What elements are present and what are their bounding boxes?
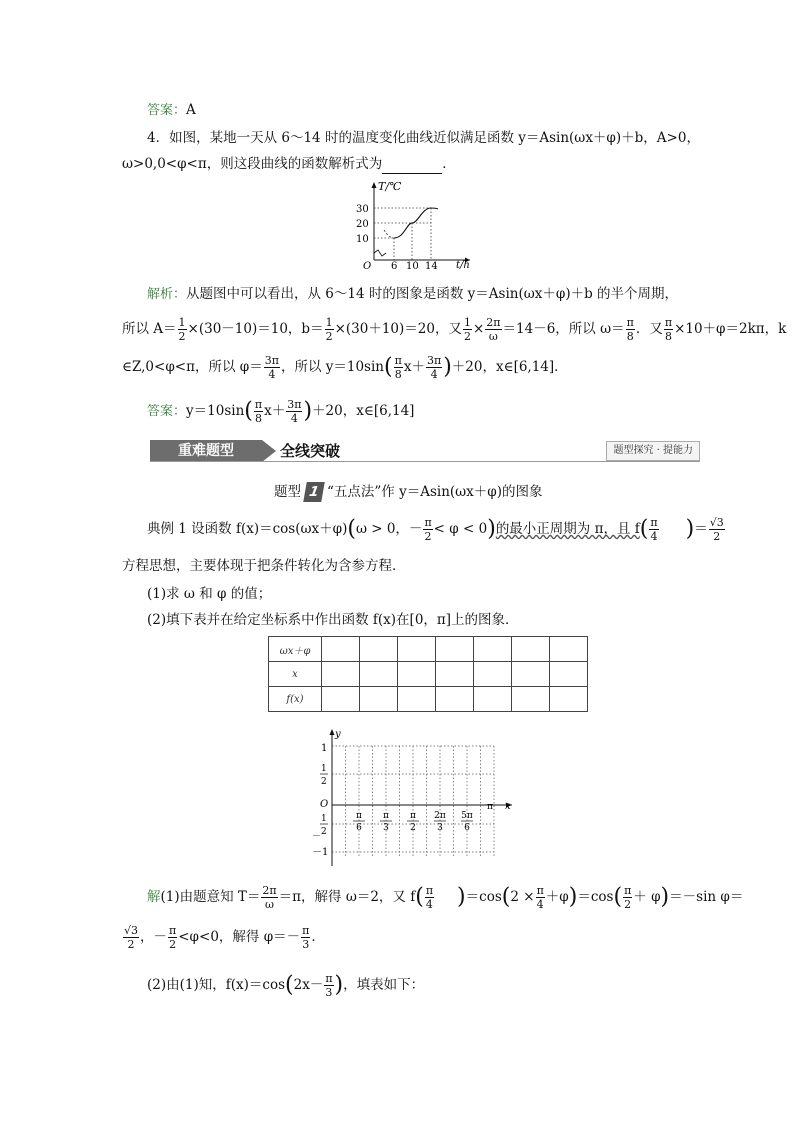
fraction-denominator: 2 <box>169 938 177 951</box>
sol1-text-i: ，－ <box>140 929 168 945</box>
sol1-text-c: ＝cos <box>465 889 502 905</box>
table-cell[interactable] <box>550 637 588 662</box>
question-4-end: ． <box>442 156 456 172</box>
fraction-numerator: 3π <box>426 354 442 367</box>
x-tick-label <box>487 802 493 812</box>
fraction-denominator: ω <box>488 330 498 343</box>
x-tick-10: 10 <box>406 261 419 270</box>
t-axis-label: t/h <box>456 260 470 270</box>
table-row <box>269 687 588 712</box>
fraction-denominator: 2 <box>424 530 432 543</box>
fraction-denominator: ω <box>265 898 275 911</box>
fraction-numerator: 3π <box>264 354 279 367</box>
sol4-text-j: x＋ <box>403 359 425 375</box>
fraction-denominator: 2 <box>624 898 632 911</box>
fraction-numerator: π <box>626 316 634 329</box>
table-cell[interactable] <box>474 662 512 687</box>
sol1-text-j: <φ<0，解得 φ＝－ <box>178 929 301 945</box>
banner-divider <box>150 461 700 462</box>
example-1-text-a: 典例 1 设函数 f(x)＝cos(ωx＋φ) <box>147 521 348 537</box>
y-tick-neg-1: －1 <box>312 847 329 858</box>
coordinate-grid <box>300 726 520 871</box>
fraction-pi-8 <box>394 354 403 381</box>
origin-label: O <box>320 799 329 810</box>
example-1-line-1: 典例 1 设函数 f(x)＝cos(ωx＋φ)(ω > 0，－ $\frac{\pi}{2}$ < φ < 0)的最小正周期为 π，且 f( $\frac{\pi}{4}$ )＝ $\frac{√3}{2}$ <box>147 516 724 543</box>
question-4-text: ω>0,0<φ<π，则这段曲线的函数解析式为 <box>122 156 383 172</box>
svg-text:5π: 5π <box>461 811 473 821</box>
fraction-numerator: π <box>624 884 632 897</box>
solution-4-line-1 <box>147 284 678 305</box>
origin-label: O <box>363 261 372 270</box>
fraction-numerator: √3 <box>124 924 139 937</box>
table-cell[interactable] <box>550 662 588 687</box>
banner-arrow <box>262 440 276 462</box>
fraction-numerator: π <box>169 924 177 937</box>
svg-text:π: π <box>356 811 362 821</box>
table-cell[interactable] <box>322 687 360 712</box>
fraction-numerator: 1 <box>178 316 186 329</box>
y-tick-half <box>320 764 328 787</box>
y-tick-30: 30 <box>356 204 369 215</box>
sol1-text-k: ． <box>311 929 325 945</box>
fraction-denominator: 8 <box>394 368 402 381</box>
fraction-pi-2 <box>623 884 632 911</box>
fraction-2pi-omega <box>485 316 501 343</box>
fraction-pi-4 <box>649 516 658 543</box>
x-tick-label <box>434 811 446 833</box>
svg-text:6: 6 <box>464 823 470 833</box>
fraction-3pi-4 <box>286 398 302 425</box>
fraction-denominator: 2 <box>178 330 186 343</box>
answer-4-text-c: ＋20，x∈[6,14] <box>312 403 415 419</box>
y-tick-1: 1 <box>321 743 328 754</box>
table-cell[interactable] <box>398 662 436 687</box>
question-4-line-2 <box>122 154 456 174</box>
answer-4-text-a: y＝10sin <box>186 403 245 419</box>
fraction-pi-8 <box>626 316 635 343</box>
svg-text:6: 6 <box>356 823 362 833</box>
fraction-numerator: 3π <box>287 398 302 411</box>
answer-prev <box>147 100 196 121</box>
example-1-text-e: ＝ <box>694 521 708 537</box>
solution-4-line-2 <box>122 314 786 344</box>
x-tick-label <box>353 811 365 833</box>
temperature-graph <box>352 178 472 270</box>
sol4-text-b: ×(30－10)＝10，b＝ <box>187 321 324 337</box>
fraction-numerator: π <box>425 884 434 897</box>
table-row <box>269 662 588 687</box>
fraction-denominator: 3 <box>302 938 310 951</box>
table-cell[interactable] <box>474 637 512 662</box>
type-number-badge: 1 <box>303 482 325 502</box>
svg-text:π: π <box>410 811 416 821</box>
sol1-text-n: ，填表如下： <box>343 977 425 993</box>
fraction-pi-3 <box>324 972 333 999</box>
solution-label: 解析： <box>147 287 187 302</box>
fraction-denominator: 8 <box>626 330 634 343</box>
solution-1-line-1: 解(1)由题意知 T＝ $\frac{2\pi}{\omega}$ ＝π，解得 ω＝2，又 f( $\frac{\pi}{4}$ )＝cos(2 × $\frac{\pi}{4}$ ＋φ)＝cos( $\frac{\pi}{2}$ ＋ φ)＝－sin φ＝ <box>147 884 744 911</box>
svg-text:－: － <box>312 832 322 842</box>
fraction-denominator: 4 <box>425 898 433 911</box>
sol4-text-a: 所以 A＝ <box>122 321 177 337</box>
fraction-numerator: 1 <box>325 316 333 329</box>
question-4-line-1: 4．如图，某地一天从 6～14 时的温度变化曲线近似满足函数 y＝Asin(ωx＋φ)＋b，A>0， <box>147 130 700 146</box>
y-axis-label: y <box>335 729 341 740</box>
answer-4: 答案：y＝10sin( $\frac{\pi}{8}$ x＋ $\frac{3\pi}{4}$ )＋20，x∈[6,14] <box>147 398 415 425</box>
x-tick-label <box>380 811 392 833</box>
fraction-pi-8 <box>664 316 673 343</box>
solution-4-text-1: 从题图中可以看出，从 6～14 时的图象是函数 y＝Asin(ωx＋φ)＋b 的半个周期， <box>186 286 679 302</box>
sol4-text-c: ×(30＋10)＝20，又 <box>334 321 462 337</box>
table-cell[interactable] <box>436 637 474 662</box>
table-cell[interactable] <box>360 662 398 687</box>
row-header: ωx＋φ <box>269 637 322 662</box>
svg-text:π: π <box>487 802 493 812</box>
x-tick-label <box>407 811 419 833</box>
table-cell[interactable] <box>436 687 474 712</box>
fraction-numerator: π <box>424 516 432 529</box>
fraction-denominator: 4 <box>290 412 298 425</box>
x-axis-label: x <box>505 801 511 812</box>
fraction-numerator: π <box>394 354 402 367</box>
table-cell[interactable] <box>512 637 550 662</box>
y-tick-20: 20 <box>356 219 369 230</box>
answer-label: 答案： <box>147 404 187 419</box>
table-row <box>269 637 588 662</box>
table-cell[interactable] <box>512 662 550 687</box>
fraction-pi-8 <box>254 398 263 425</box>
fraction-sqrt3-2 <box>709 516 725 543</box>
sol1-text-a: (1)由题意知 T＝ <box>160 889 261 905</box>
example-1-line-2: 方程思想，主要体现于把条件转化为含参方程． <box>122 558 406 574</box>
type-title: “五点法”作 y＝Asin(ωx＋φ)的图象 <box>327 484 543 500</box>
table-cell[interactable] <box>512 687 550 712</box>
example-1-question-1: (1)求 ω 和 φ 的值； <box>147 586 272 602</box>
fraction-half <box>325 316 334 343</box>
fraction-denominator: 2 <box>713 530 721 543</box>
answer-value: A <box>186 102 196 118</box>
fraction-denominator: 4 <box>268 368 276 381</box>
fraction-2pi-omega <box>261 884 277 911</box>
answer-label: 答案： <box>147 103 187 118</box>
x-tick-6: 6 <box>391 261 398 270</box>
fraction-denominator: 3 <box>325 986 333 999</box>
fraction-pi-3 <box>301 924 310 951</box>
table-cell[interactable] <box>360 687 398 712</box>
answer-blank <box>382 159 442 174</box>
x-tick-label <box>461 811 473 833</box>
table-cell[interactable] <box>436 662 474 687</box>
fraction-numerator: π <box>536 884 544 897</box>
fraction-denominator: 4 <box>536 898 544 911</box>
fraction-numerator: π <box>325 972 333 985</box>
y-tick-neg-half <box>312 814 328 842</box>
section-banner <box>150 440 700 462</box>
fill-in-table <box>268 636 588 712</box>
table-cell[interactable] <box>550 687 588 712</box>
solution-1-line-3: (2)由(1)知，f(x)＝cos(2x－ $\frac{\pi}{3}$ )，填表如下： <box>147 972 425 999</box>
sol1-text-f: ＝cos <box>577 889 614 905</box>
svg-text:π: π <box>383 811 389 821</box>
sol1-text-l: (2)由(1)知，f(x)＝cos <box>147 977 286 993</box>
sol4-text-h: ∈Z,0<φ<π，所以 φ＝ <box>122 359 263 375</box>
fraction-numerator: 2π <box>262 884 277 897</box>
solution-4-line-3: ∈Z,0<φ<π，所以 φ＝ $\frac{3\pi}{4}$ ，所以 y＝10sin( $\frac{\pi}{8}$ x＋ $\frac{3\pi}{4}$ )＋20，x∈[6,14]． <box>122 354 568 381</box>
answer-4-text-b: x＋ <box>264 403 286 419</box>
sol4-text-f: ．又 <box>635 321 663 337</box>
fraction-pi-4 <box>425 884 434 911</box>
fraction-denominator: 4 <box>650 530 658 543</box>
sol4-text-i: ，所以 y＝10sin <box>280 359 384 375</box>
example-1-text-d: 的最小正周期为 π，且 f <box>495 521 640 537</box>
solution-label: 解 <box>147 889 161 905</box>
example-1-question-2: (2)填下表并在给定坐标系中作出函数 f(x)在[0，π]上的图象． <box>147 612 519 628</box>
sol4-text-e: ＝14－6，所以 ω＝ <box>502 321 625 337</box>
fraction-numerator: 2π <box>486 316 501 329</box>
x-tick-14: 14 <box>425 261 438 270</box>
fraction-denominator: 8 <box>254 412 262 425</box>
svg-text:2π: 2π <box>434 811 446 821</box>
sol1-text-b: ＝π，解得 ω＝2，又 f <box>278 889 416 905</box>
fraction-numerator: π <box>254 398 263 411</box>
example-1-text-b: ω > 0，－ <box>355 521 423 537</box>
sol1-text-e: ＋φ <box>545 889 569 905</box>
fraction-3pi-4 <box>426 354 442 381</box>
sol4-text-k: ＋20，x∈[6,14]． <box>451 359 568 375</box>
svg-text:3: 3 <box>383 823 389 833</box>
fraction-pi-2 <box>168 924 177 951</box>
banner-left-title: 重难题型 <box>150 440 262 462</box>
table-cell[interactable] <box>398 687 436 712</box>
example-1-text-c: < φ < 0 <box>433 521 488 537</box>
banner-mid-title: 全线突破 <box>280 442 341 460</box>
svg-text:2: 2 <box>410 823 416 833</box>
sol1-text-m: 2x－ <box>293 977 324 993</box>
fraction-sqrt3-2 <box>123 924 139 951</box>
fraction-half <box>178 316 187 343</box>
fraction-numerator: π <box>664 316 673 329</box>
svg-text:1: 1 <box>321 814 327 824</box>
svg-text:1: 1 <box>321 764 327 774</box>
sol1-text-h: ＝－sin φ＝ <box>669 889 744 905</box>
type-heading <box>274 482 543 502</box>
sol4-text-d: × <box>472 321 485 337</box>
fraction-denominator: 4 <box>430 368 438 381</box>
table-cell[interactable] <box>360 637 398 662</box>
fraction-pi-4 <box>536 884 545 911</box>
fraction-numerator: π <box>650 516 658 529</box>
table-cell[interactable] <box>322 662 360 687</box>
svg-text:2: 2 <box>321 827 327 837</box>
fraction-denominator: 2 <box>463 330 471 343</box>
table-cell[interactable] <box>474 687 512 712</box>
y-tick-10: 10 <box>356 234 369 245</box>
banner-right-tag: 题型探究 · 提能力 <box>606 441 700 461</box>
fraction-pi-2 <box>423 516 432 543</box>
temp-axis-label: T/℃ <box>378 180 402 193</box>
svg-text:3: 3 <box>437 823 443 833</box>
sol4-text-g: ×10＋φ＝2kπ，k <box>674 321 787 337</box>
sol1-text-g: ＋ φ <box>633 889 661 905</box>
type-prefix: 题型 <box>274 484 301 500</box>
sol1-text-d: 2 × <box>510 889 535 905</box>
fraction-numerator: π <box>302 924 310 937</box>
fraction-half <box>463 316 472 343</box>
solution-1-line-2 <box>122 920 325 954</box>
fraction-numerator: √3 <box>709 516 724 529</box>
row-header: f(x) <box>269 687 322 712</box>
table-cell[interactable] <box>398 637 436 662</box>
table-cell[interactable] <box>322 637 360 662</box>
fraction-numerator: 1 <box>463 316 471 329</box>
fraction-denominator: 8 <box>664 330 672 343</box>
fraction-denominator: 2 <box>325 330 333 343</box>
fraction-denominator: 2 <box>127 938 135 951</box>
fraction-3pi-4 <box>264 354 280 381</box>
svg-text:2: 2 <box>321 777 327 787</box>
row-header: x <box>269 662 322 687</box>
